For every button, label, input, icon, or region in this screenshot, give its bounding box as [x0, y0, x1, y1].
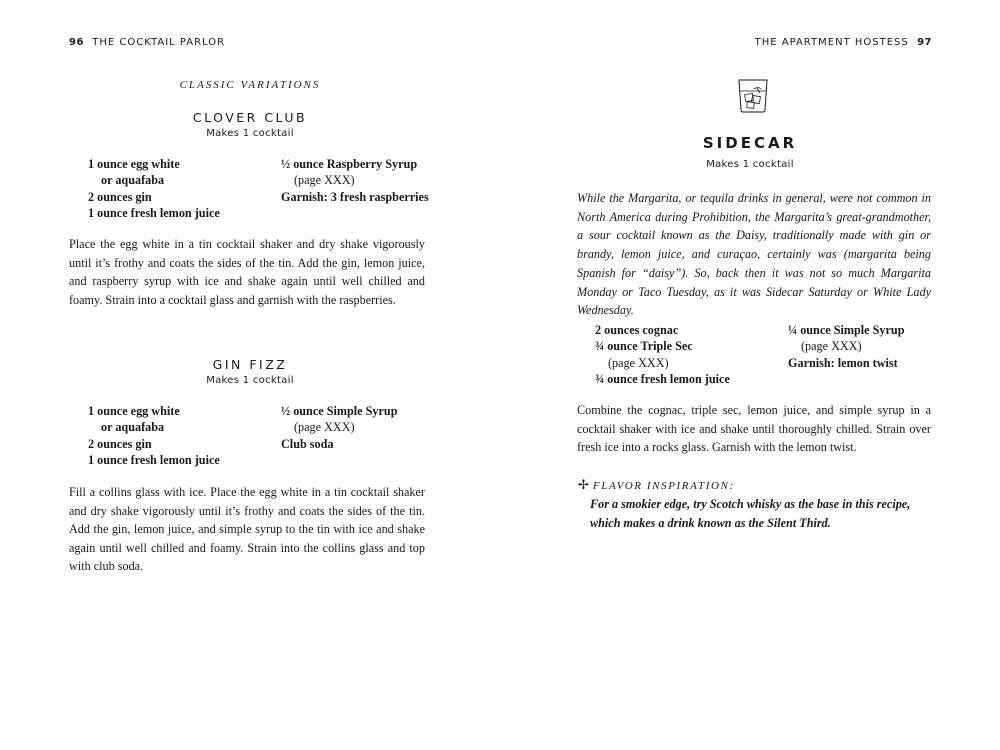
- right-running-title: THE APARTMENT HOSTESS: [754, 37, 909, 48]
- left-page-number: 96: [69, 37, 84, 48]
- ingredient: ¾ ounce Triple Sec: [595, 339, 693, 354]
- ingredient: Garnish: 3 fresh raspberries: [281, 189, 429, 204]
- gin-fizz-yield: Makes 1 cocktail: [206, 375, 294, 386]
- sidecar-yield: Makes 1 cocktail: [706, 159, 794, 170]
- ingredient: 2 ounces gin: [88, 436, 152, 451]
- sidecar-ingredients-col1: [595, 322, 730, 388]
- right-page-header: [755, 37, 932, 48]
- ingredient: 1 ounce egg white: [88, 157, 180, 171]
- ingredient: ¼ ounce Simple Syrup: [788, 323, 905, 337]
- clover-club-title: CLOVER CLUB: [192, 110, 308, 125]
- clover-club-ingredients-col2: [281, 156, 429, 205]
- ingredient: 1 ounce egg white: [88, 404, 180, 418]
- gin-fizz-method: Fill a collins glass with ice. Place the egg white in a tin cocktail shaker and dry shake vigorously until it’s frothy and coats the sides of the tin. Add the gin, lemon juice, and simple syrup to the tin with ice and shake again until well chilled and foamy. Strain into the collins glass and top with club soda.: [69, 485, 425, 574]
- ingredient: ½ ounce Simple Syrup: [281, 404, 398, 418]
- gin-fizz-title: GIN FIZZ: [212, 357, 288, 372]
- sidecar-intro: While the Margarita, or tequila drinks in general, were not common in North America during Prohibition, the Margarita’s great-grandmother, a sour cocktail known as the Daisy, traditionally made with gin or brandy, lemon juice, and curaçao, certainly was (margarita being Spanish for “daisy”). So, back then it was not so much Margarita Monday or Taco Tuesday, as it was Sidecar Saturday or White Lady Wednesday.: [577, 191, 931, 318]
- left-page-header: [69, 37, 225, 48]
- right-page: [500, 0, 1000, 750]
- ingredient: 2 ounces gin: [88, 189, 152, 204]
- sidecar-ingredients-col2: [788, 322, 904, 371]
- gin-fizz-ingredients-col2: [281, 403, 397, 452]
- ingredient: 1 ounce fresh lemon juice: [88, 453, 220, 468]
- ingredient: or aquafaba: [101, 173, 165, 188]
- right-page-number: 97: [917, 37, 932, 48]
- flavor-inspiration-heading: FLAVOR INSPIRATION:: [592, 480, 735, 492]
- clover-club-yield: Makes 1 cocktail: [206, 128, 294, 139]
- ingredient: (page XXX): [608, 355, 669, 370]
- rocks-glass-icon: [736, 77, 770, 113]
- ingredient: or aquafaba: [101, 420, 165, 435]
- clover-club-method: Place the egg white in a tin cocktail shaker and dry shake vigorously until it’s frothy and coats the sides of the tin. Add the gin, lemon juice, and raspberry syrup with ice and shake again until well chilled and foamy. Strain into a cocktail glass and garnish with the raspberries.: [69, 237, 425, 307]
- flavor-inspiration-label: [578, 477, 735, 493]
- left-running-title: THE COCKTAIL PARLOR: [92, 37, 226, 48]
- ingredient: ¾ ounce fresh lemon juice: [595, 372, 730, 387]
- ingredient: 2 ounces cognac: [595, 323, 679, 337]
- ingredient: 1 ounce fresh lemon juice: [88, 206, 220, 221]
- ingredient: (page XXX): [294, 420, 355, 435]
- ingredient: (page XXX): [294, 173, 355, 188]
- cross-ornament-icon: ✢: [578, 477, 589, 492]
- sidecar-method: Combine the cognac, triple sec, lemon juice, and simple syrup in a cocktail shaker with ice and shake until thoroughly chilled. Strain over fresh ice into a rocks glass. Garnish with the lemon twist.: [577, 403, 931, 455]
- ingredient: (page XXX): [801, 339, 862, 354]
- clover-club-ingredients-col1: [88, 156, 220, 222]
- gin-fizz-ingredients-col1: [88, 403, 220, 469]
- ingredient: Garnish: lemon twist: [788, 355, 898, 370]
- ingredient: ½ ounce Raspberry Syrup: [281, 157, 418, 171]
- ingredient: Club soda: [281, 436, 334, 451]
- section-label: CLASSIC VARIATIONS: [179, 79, 321, 91]
- sidecar-title: SIDECAR: [702, 134, 798, 152]
- flavor-inspiration-text: For a smokier edge, try Scotch whisky as the base in this recipe, which makes a drink known as the Silent Third.: [590, 497, 911, 530]
